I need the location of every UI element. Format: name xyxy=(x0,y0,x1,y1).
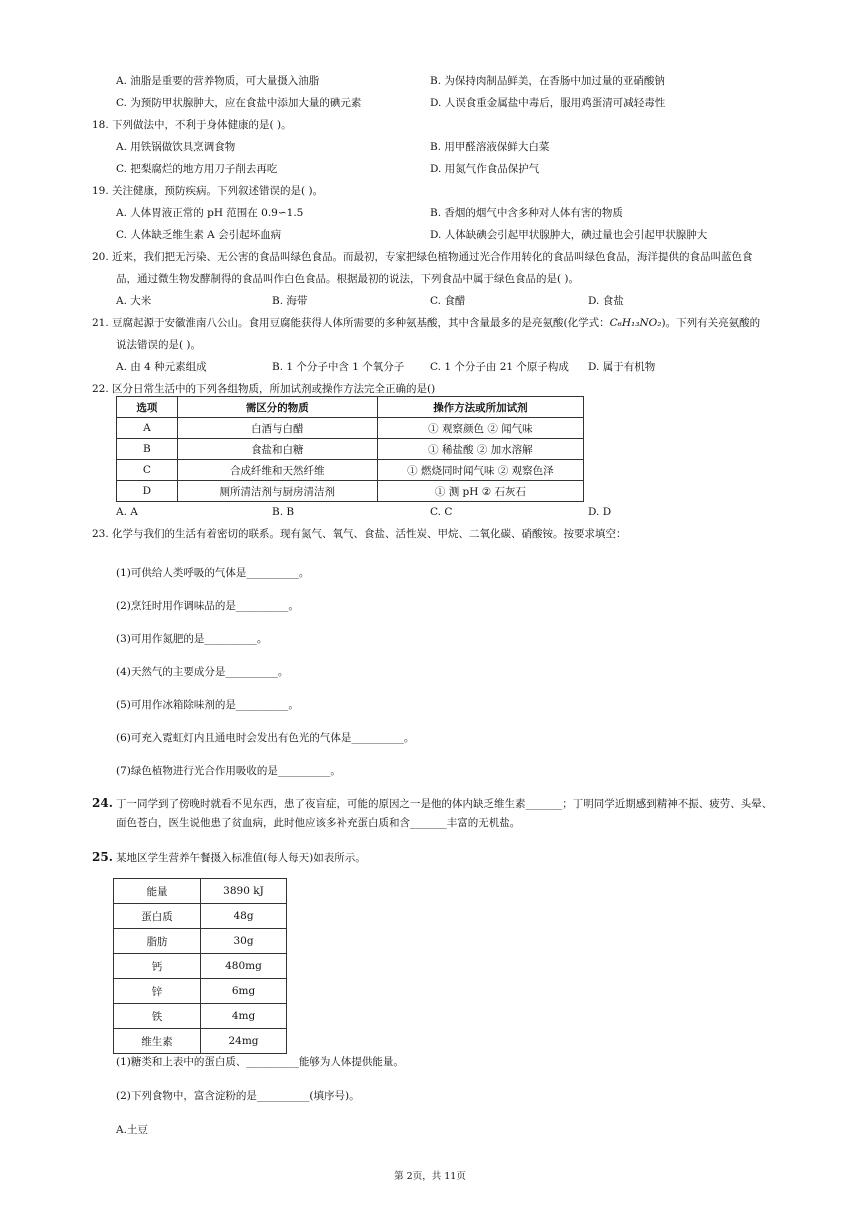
table-row xyxy=(114,979,287,1004)
table-row xyxy=(117,439,584,460)
q20-stem-line1: 20. 近来，我们把无污染、无公害的食品叫绿色食品。而最初，专家把绿色植物通过光合作用转化的食品叫绿色食品，海洋提供的食品叫蓝色食 xyxy=(92,251,753,263)
table-cell: D xyxy=(117,481,178,502)
q21-stem-line1 xyxy=(92,316,760,330)
table-row xyxy=(114,879,287,904)
table-row xyxy=(117,460,584,481)
table-cell: 48g xyxy=(201,904,287,929)
q19-option-a: A. 人体胃液正常的 pH 范围在 0.9∽1.5 xyxy=(116,207,304,219)
q23-item-5: (5)可用作冰箱除味剂的是__________。 xyxy=(116,699,299,711)
table-row xyxy=(114,929,287,954)
q25-sub2: (2)下列食物中，富含淀粉的是__________(填序号)。 xyxy=(116,1090,360,1102)
q18-option-b: B. 用甲醛溶液保鲜大白菜 xyxy=(430,141,550,153)
q23-stem: 23. 化学与我们的生活有着密切的联系。现有氮气、氧气、食盐、活性炭、甲烷、二氧化碳、硝酸铵。按要求填空： xyxy=(92,528,627,540)
table-row xyxy=(117,418,584,439)
table-row xyxy=(114,904,287,929)
q25-number: 25. xyxy=(92,850,113,864)
q24-line1: 丁一同学到了傍晚时就看不见东西，患了夜盲症，可能的原因之一是他的体内缺乏维生素_______；丁明同学近期感到精神不振、疲劳、头晕、 xyxy=(116,798,773,810)
q18-option-c: C. 把梨腐烂的地方用刀子削去再吃 xyxy=(116,163,278,175)
table-cell: ① 稀盐酸 ② 加水溶解 xyxy=(377,439,583,460)
table-header-row xyxy=(117,397,584,418)
q20-option-b: B. 海带 xyxy=(272,295,308,307)
table-row xyxy=(117,481,584,502)
table-cell: 白酒与白醋 xyxy=(177,418,377,439)
q25-option-a: A.土豆 xyxy=(116,1124,148,1136)
q17-option-a: A. 油脂是重要的营养物质，可大量摄入油脂 xyxy=(116,75,320,87)
table-cell: A xyxy=(117,418,178,439)
q22-option-c: C. C xyxy=(430,506,453,518)
q23-item-2: (2)烹饪时用作调味品的是__________。 xyxy=(116,600,299,612)
table-header: 需区分的物质 xyxy=(177,397,377,418)
table-row xyxy=(114,954,287,979)
q20-option-d: D. 食盐 xyxy=(588,295,624,307)
page-footer: 第 2页，共 11页 xyxy=(394,1171,466,1182)
q23-item-4: (4)天然气的主要成分是__________。 xyxy=(116,666,289,678)
table-cell: 30g xyxy=(201,929,287,954)
table-cell: B xyxy=(117,439,178,460)
table-cell: 食盐和白糖 xyxy=(177,439,377,460)
q21-option-c: C. 1 个分子由 21 个原子构成 xyxy=(430,361,569,373)
table-row xyxy=(114,1004,287,1029)
q21-option-d: D. 属于有机物 xyxy=(588,361,656,373)
q20-option-a: A. 大米 xyxy=(116,295,152,307)
q22-option-a: A. A xyxy=(116,506,138,518)
q18-option-d: D. 用氮气作食品保护气 xyxy=(430,163,540,175)
q22-option-b: B. B xyxy=(272,506,295,518)
table-cell: 6mg xyxy=(201,979,287,1004)
q23-item-7: (7)绿色植物进行光合作用吸收的是__________。 xyxy=(116,765,341,777)
q25-sub1: (1)糖类和上表中的蛋白质、__________能够为人体提供能量。 xyxy=(116,1056,404,1068)
table-cell: C xyxy=(117,460,178,481)
table-cell: 厕所清洁剂与厨房清洁剂 xyxy=(177,481,377,502)
q20-stem-line2: 品，通过微生物发酵制得的食品叫作白色食品。根据最初的说法，下列食品中属于绿色食品的是( )。 xyxy=(116,273,580,285)
q19-stem: 19. 关注健康，预防疾病。下列叙述错误的是( )。 xyxy=(92,185,324,197)
q25-stem: 某地区学生营养午餐摄入标准值(每人每天)如表所示。 xyxy=(116,852,366,864)
q18-stem: 18. 下列做法中，不利于身体健康的是( )。 xyxy=(92,119,292,131)
table-cell: 3890 kJ xyxy=(201,879,287,904)
q17-option-c: C. 为预防甲状腺肿大，应在食盐中添加大量的碘元素 xyxy=(116,97,362,109)
q18-option-a: A. 用铁锅做饮具烹调食物 xyxy=(116,141,236,153)
q19-option-d: D. 人体缺碘会引起甲状腺肿大，碘过量也会引起甲状腺肿大 xyxy=(430,229,708,241)
table-cell: 能量 xyxy=(114,879,201,904)
q19-option-b: B. 香烟的烟气中含多种对人体有害的物质 xyxy=(430,207,623,219)
q25-nutrition-table xyxy=(113,878,287,1054)
q17-option-b: B. 为保持肉制品鲜美，在香肠中加过量的亚硝酸钠 xyxy=(430,75,665,87)
table-cell: 脂肪 xyxy=(114,929,201,954)
q23-item-1: (1)可供给人类呼吸的气体是__________。 xyxy=(116,567,310,579)
table-cell: ① 观察颜色 ② 闻气味 xyxy=(377,418,583,439)
table-cell: 合成纤维和天然纤维 xyxy=(177,460,377,481)
table-cell: ① 燃烧同时闻气味 ② 观察色泽 xyxy=(377,460,583,481)
q24-number: 24. xyxy=(92,796,113,810)
q22-option-d: D. D xyxy=(588,506,612,518)
q23-item-3: (3)可用作氮肥的是__________。 xyxy=(116,633,268,645)
q20-option-c: C. 食醋 xyxy=(430,295,466,307)
q21-option-a: A. 由 4 种元素组成 xyxy=(116,361,207,373)
table-cell: 4mg xyxy=(201,1004,287,1029)
q21-option-b: B. 1 个分子中含 1 个氧分子 xyxy=(272,361,405,373)
table-header: 选项 xyxy=(117,397,178,418)
table-cell: 480mg xyxy=(201,954,287,979)
table-cell: 铁 xyxy=(114,1004,201,1029)
q17-option-d: D. 人误食重金属盐中毒后，服用鸡蛋清可减轻毒性 xyxy=(430,97,666,109)
table-cell: 维生素 xyxy=(114,1029,201,1054)
q23-item-6: (6)可充入霓虹灯内且通电时会发出有色光的气体是__________。 xyxy=(116,732,415,744)
q21-stem-text: 21. 豆腐起源于安徽淮南八公山。食用豆腐能获得人体所需要的多种氨基酸，其中含量最多的是亮氨酸(化学式： xyxy=(92,317,610,329)
table-cell: ① 测 pH ② 石灰石 xyxy=(377,481,583,502)
table-row xyxy=(114,1029,287,1054)
q24-line2: 面色苍白，医生说他患了贫血病，此时他应该多补充蛋白质和含_______丰富的无机盐。 xyxy=(116,817,521,829)
q22-table xyxy=(116,396,584,502)
q21-stem-line2: 说法错误的是( )。 xyxy=(116,339,202,351)
table-header: 操作方法或所加试剂 xyxy=(377,397,583,418)
leucine-formula: C₆H₁₃NO₂ xyxy=(609,317,662,329)
table-cell: 钙 xyxy=(114,954,201,979)
q19-option-c: C. 人体缺乏维生素 A 会引起坏血病 xyxy=(116,229,282,241)
table-cell: 24mg xyxy=(201,1029,287,1054)
q22-stem: 22. 区分日常生活中的下列各组物质，所加试剂或操作方法完全正确的是() xyxy=(92,383,436,395)
q21-stem-text-end: )。下列有关亮氨酸的 xyxy=(661,317,761,329)
table-cell: 蛋白质 xyxy=(114,904,201,929)
table-cell: 锌 xyxy=(114,979,201,1004)
